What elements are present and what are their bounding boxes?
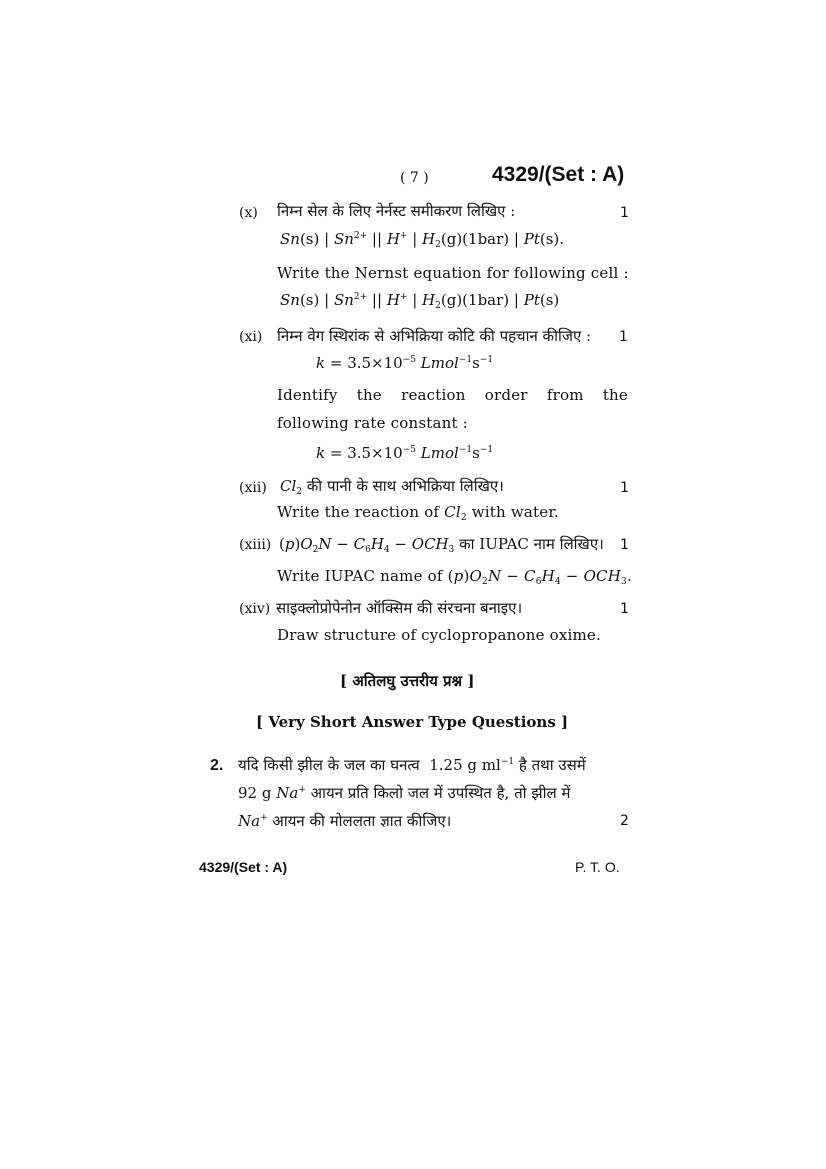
q-xiii-marks: 1 (620, 537, 629, 553)
q2-line1: यदि किसी झील के जल का घनत्व 1.25 g $ml^{-1}$ है तथा उसमें (238, 756, 586, 774)
q-xi-english-line1: Identify the reaction order from the (277, 386, 628, 404)
q-xiii-label: (xiii) (239, 537, 272, 553)
page-number: ( 7 ) (400, 170, 429, 186)
q-x-english: Write the Nernst equation for following cell : (277, 264, 629, 282)
q-xiv-label: (xiv) (239, 601, 271, 617)
q-xiv-marks: 1 (620, 601, 629, 617)
q-xiv-hindi: साइक्लोप्रोपेनोन ऑक्सिम की संरचना बनाइए। (276, 599, 523, 617)
paper-code-footer: 4329/(Set : A) (199, 859, 288, 875)
section-heading-english: [ Very Short Answer Type Questions ] (256, 713, 569, 731)
q2-line2: 92 g Na+ आयन प्रति किलो जल में उपस्थित है, तो झील में (238, 784, 571, 802)
q-x-cell-hindi: Sn(s) | $Sn^{2+}$ || H+ | $H_2(g)(1bar)$ | Pt(s). (280, 230, 565, 250)
q-xiii-english: Write IUPAC name of $(p)O_2N - C_6H_4 - OCH_3$. (277, 567, 632, 587)
q-xiv-english: Draw structure of cyclopropanone oxime. (277, 626, 601, 644)
paper-code-header: 4329/(Set : A) (492, 163, 625, 186)
q-xii-english: Write the reaction of $Cl_2$ with water. (277, 503, 560, 523)
q-xii-hindi: $Cl_2$ की पानी के साथ अभिक्रिया लिखिए। (280, 477, 504, 497)
q-xiii-hindi: $(p)O_2N - C_6H_4 - OCH_3$ का IUPAC नाम लिखिए। (279, 535, 604, 555)
pto-label: P. T. O. (575, 859, 620, 875)
q-xii-label: (xii) (239, 480, 267, 496)
q-x-hindi: निम्न सेल के लिए नेर्नस्ट समीकरण लिखिए : (277, 202, 516, 220)
q-xi-marks: 1 (619, 329, 628, 345)
q-x-marks: 1 (620, 205, 629, 221)
q-xi-hindi: निम्न वेग स्थिरांक से अभिक्रिया कोटि की पहचान कीजिए : (277, 327, 592, 345)
q-x-label: (x) (239, 205, 258, 221)
q-x-cell-english: Sn(s) | $Sn^{2+}$ || H+ | $H_2(g)(1bar)$ | Pt(s) (280, 291, 560, 311)
q-xi-label: (xi) (239, 329, 263, 345)
section-heading-hindi: [ अतिलघु उत्तरीय प्रश्न ] (340, 672, 475, 690)
q-xi-english-line2: following rate constant : (277, 414, 468, 432)
q-xi-rate-english: $k = 3.5\times 10^{-5}$ $Lmol^{-1}s^{-1}$ (316, 444, 494, 462)
q2-marks: 2 (620, 813, 629, 829)
q-xii-marks: 1 (620, 480, 629, 496)
q-xi-rate-hindi: $k = 3.5\times 10^{-5}$ $Lmol^{-1}s^{-1}$ (316, 354, 494, 372)
q2-number: 2. (210, 757, 224, 774)
q2-line3: Na+ आयन की मोललता ज्ञात कीजिए। (238, 812, 452, 830)
